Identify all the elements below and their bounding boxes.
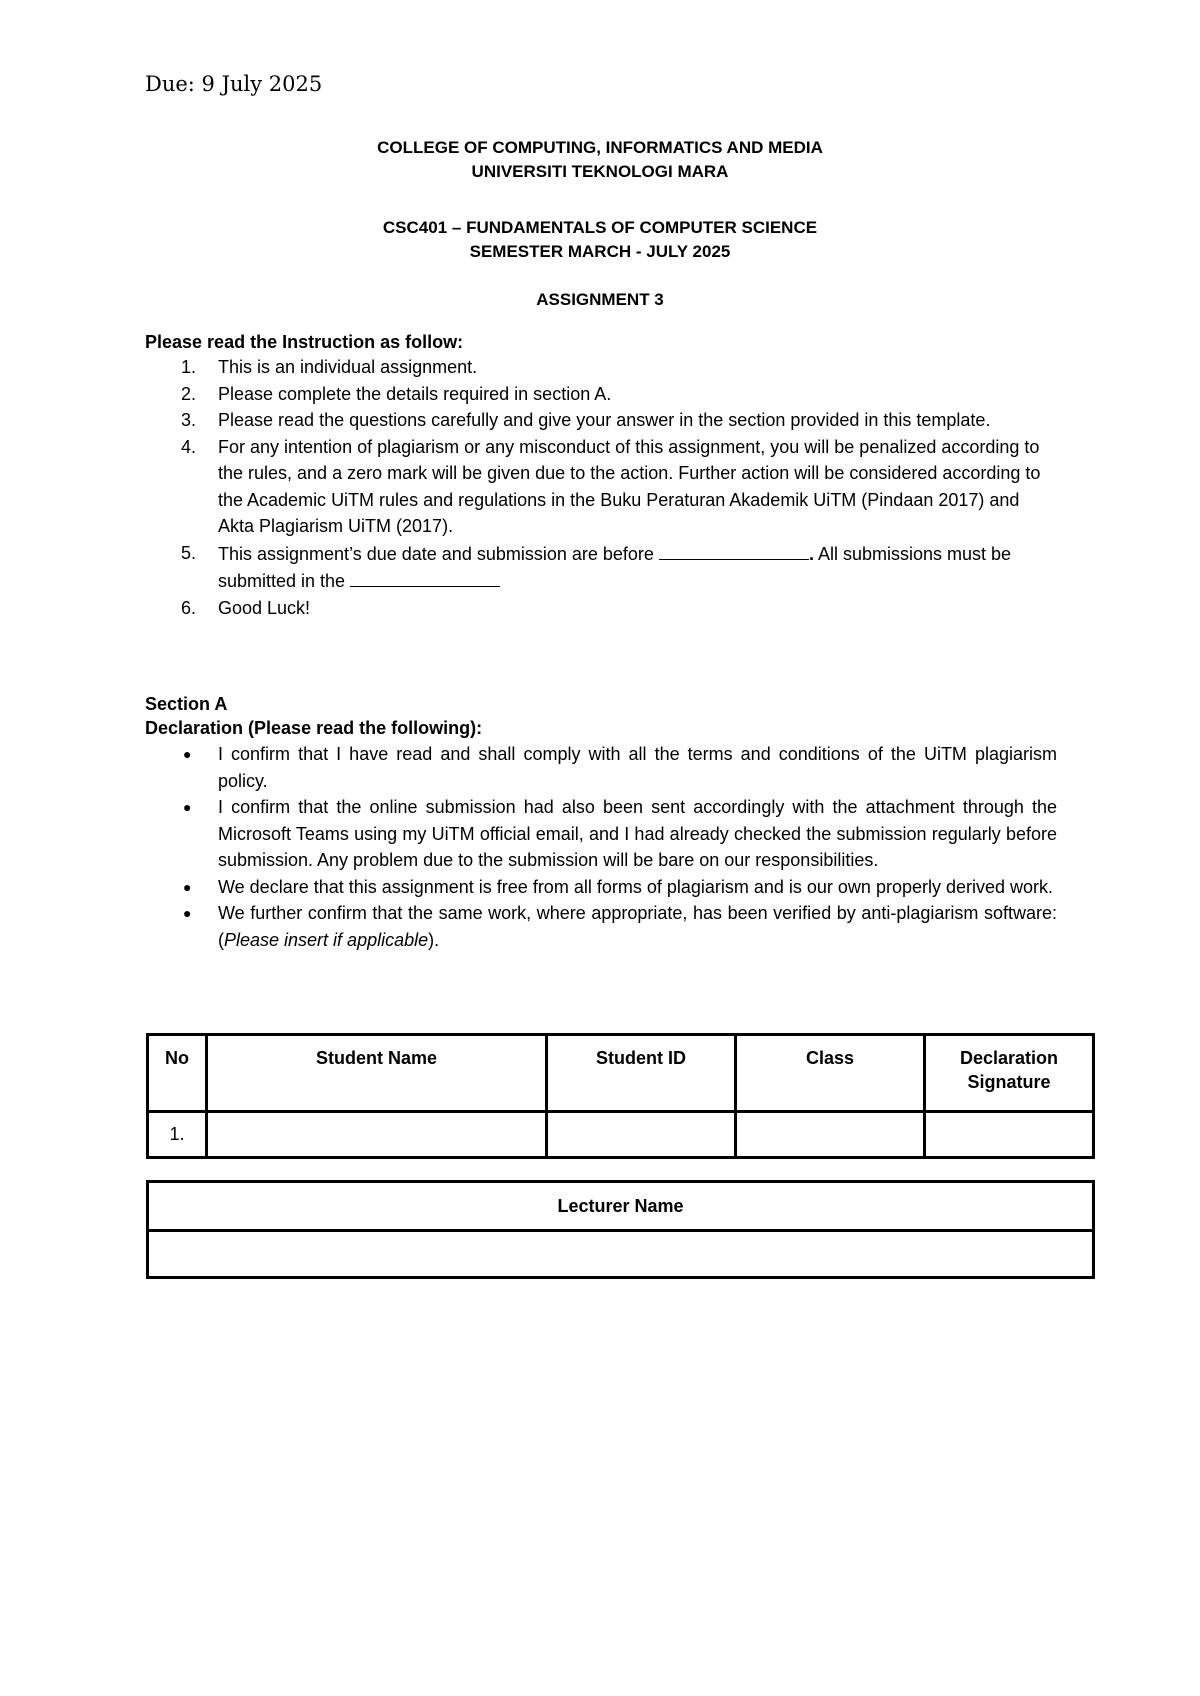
instruction-text: This assignment’s due date and submission are before xyxy=(218,543,654,564)
due-date: Due: 9 July 2025 xyxy=(145,72,323,96)
cell-declaration-signature[interactable] xyxy=(925,1112,1094,1158)
table-header-row xyxy=(148,1182,1094,1231)
instruction-item xyxy=(145,381,1045,408)
instruction-text: Please read the questions carefully and give your answer in the section provided in this template. xyxy=(218,410,991,430)
declaration-text: I confirm that the online submission had also been sent accordingly with the attachment through the Microsoft Teams using my UiTM official email, and I had already checked the submission regularly before submission. Any problem due to the submission will be bare on our responsibilities. xyxy=(218,797,1057,870)
declaration-item xyxy=(145,874,1057,901)
section-a-title: Section A xyxy=(145,694,228,714)
submission-place-blank[interactable] xyxy=(350,567,500,587)
semester-title: SEMESTER MARCH - JULY 2025 xyxy=(469,242,731,261)
table-row xyxy=(148,1231,1094,1278)
declaration-item xyxy=(145,741,1057,794)
instruction-item xyxy=(145,407,1045,434)
bullet-icon: ● xyxy=(183,905,192,921)
instruction-item xyxy=(145,595,1045,622)
declaration-item xyxy=(145,794,1057,874)
table-header-row xyxy=(148,1035,1094,1112)
university-title: UNIVERSITI TEKNOLOGI MARA xyxy=(471,162,729,181)
cell-student-name[interactable] xyxy=(207,1112,547,1158)
declaration-title: Declaration (Please read the following): xyxy=(145,718,483,738)
instruction-item: 5. This assignment’s due date and submission are before . All submissions must be submitted in the xyxy=(145,540,1045,595)
instruction-number: 5. xyxy=(181,542,197,563)
instructions-title: Please read the Instruction as follow: xyxy=(145,332,464,352)
lecturer-name-cell[interactable] xyxy=(148,1231,1094,1278)
course-title: CSC401 – FUNDAMENTALS OF COMPUTER SCIENCE xyxy=(382,218,818,237)
lecturer-name-header: Lecturer Name xyxy=(148,1182,1094,1231)
bullet-icon: ● xyxy=(183,746,192,762)
assignment-title: ASSIGNMENT 3 xyxy=(536,290,664,309)
college-title: COLLEGE OF COMPUTING, INFORMATICS AND MEDIA xyxy=(377,138,823,157)
instruction-text: For any intention of plagiarism or any misconduct of this assignment, you will be penalized according to the rules, and a zero mark will be given due to the action. Further action will be considered according to the Academic UiTM rules and regulations in the Buku Peraturan Akademik UiTM (Pindaan 2017) and Akta Plagiarism UiTM (2017). xyxy=(218,436,1041,536)
cell-student-id[interactable] xyxy=(547,1112,736,1158)
instruction-number: 3. xyxy=(181,410,197,430)
bullet-icon: ● xyxy=(183,878,192,895)
student-table xyxy=(146,1033,1095,1159)
cell-class[interactable] xyxy=(736,1112,925,1158)
instruction-text: This is an individual assignment. xyxy=(218,357,478,377)
instruction-number: 6. xyxy=(181,597,197,618)
section-a-header xyxy=(145,692,482,740)
instruction-number: 2. xyxy=(181,383,197,404)
instruction-text: All submissions must be submitted in the xyxy=(218,543,1012,591)
instruction-item xyxy=(145,434,1045,540)
declaration-italic: Please insert if applicable xyxy=(224,929,429,950)
cell-no: 1. xyxy=(148,1112,207,1158)
table-row xyxy=(148,1112,1094,1158)
instruction-text: Please complete the details required in section A. xyxy=(218,383,612,404)
instructions-list xyxy=(145,354,1045,621)
col-header-student-name: Student Name xyxy=(207,1035,547,1112)
bullet-icon: ● xyxy=(183,799,192,815)
declaration-text: I confirm that I have read and shall comply with all the terms and conditions of the UiTM plagiarism policy. xyxy=(218,744,1057,791)
declaration-item xyxy=(145,900,1057,953)
col-header-student-id: Student ID xyxy=(547,1035,736,1112)
instruction-text: Good Luck! xyxy=(218,597,311,618)
instruction-number: 4. xyxy=(181,436,197,457)
declaration-text: We declare that this assignment is free from all forms of plagiarism and is our own properly derived work. xyxy=(218,876,1054,897)
col-header-class: Class xyxy=(736,1035,925,1112)
instruction-item xyxy=(145,354,1045,381)
instruction-number: 1. xyxy=(181,357,197,377)
col-header-declaration-signature: Declaration Signature xyxy=(925,1035,1094,1112)
due-date-blank[interactable] xyxy=(659,540,809,560)
declaration-list xyxy=(145,741,1057,953)
declaration-text: We further confirm that the same work, where appropriate, has been verified by anti-plagiarism software: ( xyxy=(218,903,1057,950)
lecturer-table xyxy=(146,1180,1095,1279)
col-header-no: No xyxy=(148,1035,207,1112)
declaration-text-end: ). xyxy=(428,929,440,950)
